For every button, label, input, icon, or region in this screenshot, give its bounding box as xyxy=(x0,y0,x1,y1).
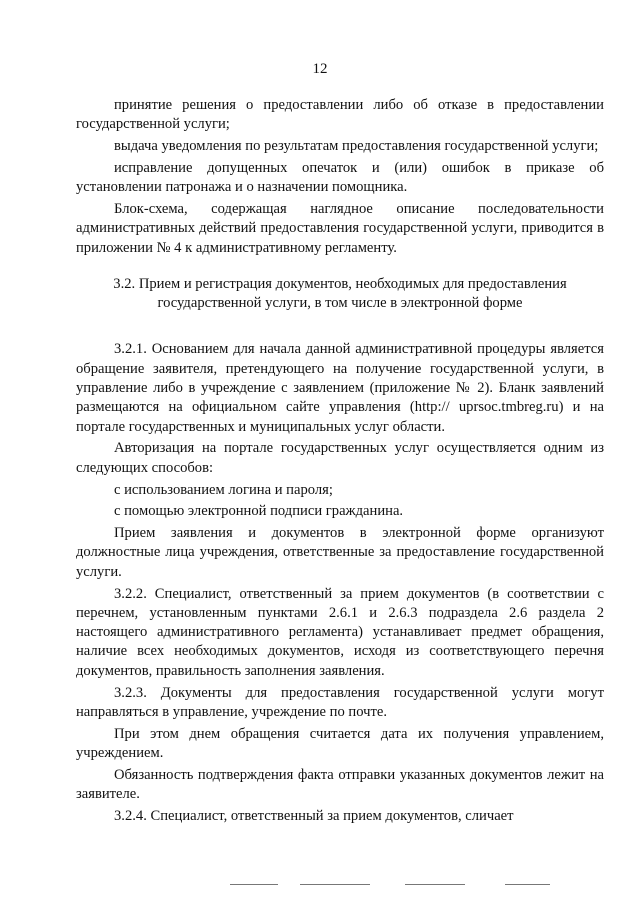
paragraph: исправление допущенных опечаток и (или) ошибок в приказе об установлении патронажа и о назначении помощника. xyxy=(76,159,604,196)
scan-artifact-line xyxy=(300,884,370,885)
paragraph: При этом днем обращения считается дата их получения управлением, учреждением. xyxy=(76,725,604,761)
paragraph: 3.2.1. Основанием для начала данной административной процедуры является обращение заявителя, претендующего на получение государственной услуги, в управление либо в учреждение с заявлением (приложение № 2). Бланк заявлений размещаются на официальном сайте управления (http:// uprsoc.tmbreg.ru) и на портале государственных и муниципальных услуг области. xyxy=(76,341,604,435)
section-heading: 3.2. Прием и регистрация документов, необходимых для предоставления государственной услуги, в том числе в электронной форме xyxy=(113,275,567,312)
paragraph: Обязанность подтверждения факта отправки указанных документов лежит на заявителе. xyxy=(76,766,604,802)
paragraph: Авторизация на портале государственных услуг осуществляется одним из следующих способов: xyxy=(76,440,604,476)
paragraph: принятие решения о предоставлении либо об отказе в предоставлении государственной услуги; xyxy=(76,97,604,133)
list-item: с использованием логина и пароля; xyxy=(114,481,333,498)
paragraph: выдача уведомления по результатам предоставления государственной услуги; xyxy=(114,138,599,155)
paragraph: Блок-схема, содержащая наглядное описание последовательности административных действий предоставления государственной услуги, приводится в приложении № 4 к административному регламенту. xyxy=(76,200,604,256)
page-number: 12 xyxy=(312,61,328,77)
paragraph: 3.2.4. Специалист, ответственный за прием документов, сличает xyxy=(114,807,514,824)
scan-artifact-line xyxy=(505,884,550,885)
list-item: с помощью электронной подписи гражданина. xyxy=(114,503,404,520)
scan-artifact-line xyxy=(230,884,278,885)
scan-artifact-line xyxy=(405,884,465,885)
paragraph: Прием заявления и документов в электронной форме организуют должностные лица учреждения, ответственные за предоставление государственной услуги. xyxy=(76,525,604,580)
document-body xyxy=(76,96,604,829)
paragraph: 3.2.2. Специалист, ответственный за прием документов (в соответствии с перечнем, установленным пунктами 2.6.1 и 2.6.3 подраздела 2.6 раздела 2 настоящего административного регламента) устанавливает предмет обращения, наличие всех необходимых документов, исходя из соответствующего перечня документов, правильность заполнения заявления. xyxy=(76,585,604,679)
paragraph: 3.2.3. Документы для предоставления государственной услуги могут направляться в управление, учреждение по почте. xyxy=(76,684,604,720)
